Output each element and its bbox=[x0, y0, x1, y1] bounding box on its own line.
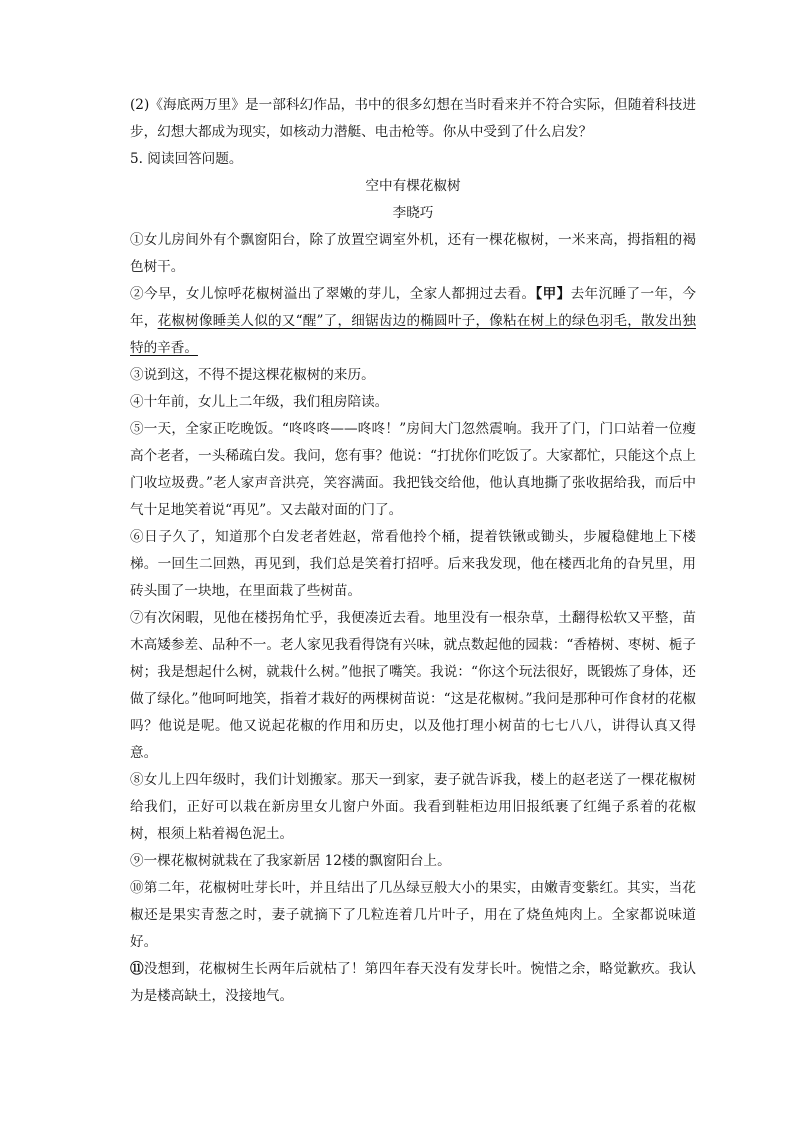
paragraph-8: ⑧女儿上四年级时，我们计划搬家。那天一到家，妻子就告诉我，楼上的赵老送了一棵花椒树给我们，正好可以栽在新房里女儿窗户外面。我看到鞋柜边用旧报纸裹了红绳子系着的花椒树，根须上粘着褐色泥土。 bbox=[130, 772, 696, 842]
paragraph-7: ⑦有次闲暇，见他在楼拐角忙乎，我便凑近去看。地里没有一根杂草，土翻得松软又平整，苗木高矮参差、品种不一。老人家见我看得饶有兴味，就点数起他的园栽：“香椿树、枣树、栀子树；我是想起什么树，就栽什么树。”他抿了嘴笑。我说：“你这个玩法很好，既锻炼了身体，还做了绿化。”他呵呵地笑，指着才栽好的两棵树苗说：“这是花椒树。”我问是那种可作食材的花椒吗？他说是呢。他又说起花椒的作用和历史，以及他打理小树苗的七七八八，讲得认真又得意。 bbox=[130, 610, 696, 761]
article-author: 李晓巧 bbox=[392, 205, 434, 221]
underlined-sentence: 花椒树像睡美人似的又“醒”了，细锯齿边的椭圆叶子，像粘在树上的绿色羽毛，散发出独特的辛香。 bbox=[130, 313, 697, 356]
article-title: 空中有棵花椒树 bbox=[365, 178, 461, 194]
paragraph-11-number: ⑪ bbox=[130, 961, 144, 977]
paragraph-2 bbox=[130, 281, 696, 362]
paragraph-11-text: 没想到，花椒树生长两年后就枯了！第四年春天没有发芽长叶。惋惜之余，略觉歉疚。我认为是楼高缺土，没接地气。 bbox=[130, 961, 696, 1004]
document-page bbox=[130, 92, 696, 1010]
paragraph-11 bbox=[130, 956, 696, 1010]
paragraph-6: ⑥日子久了，知道那个白发老者姓赵，常看他拎个桶，提着铁锹或锄头，步履稳健地上下楼梯。一回生二回熟，再见到，我们总是笑着打招呼。后来我发现，他在楼西北角的旮旯里，用砖头围了一块地，在里面栽了些树苗。 bbox=[130, 529, 696, 599]
paragraph-2-mid: 去年沉睡了一年，今年， bbox=[130, 286, 696, 329]
paragraph-3: ③说到这，不得不提这棵花椒树的来历。 bbox=[130, 367, 375, 383]
paragraph-4: ④十年前，女儿上二年级，我们租房陪读。 bbox=[130, 394, 389, 410]
paragraph-2-lead: ②今早，女儿惊呼花椒树溢出了翠嫩的芽儿，全家人都拥过去看。 bbox=[130, 286, 536, 302]
paragraph-5: ⑤一天，全家正吃晚饭。“咚咚咚——咚咚！”房间大门忽然震响。我开了门，门口站着一位瘦高个老者，一头稀疏白发。我问，您有事？他说：“打扰你们吃饭了。大家都忙，只能这个点上门收垃圾费。”老人家声音洪亮，笑容满面。我把钱交给他，他认真地撕了张收据给我，而后中气十足地笑着说“再见”。又去敲对面的门了。 bbox=[130, 421, 696, 518]
question-2: (2)《海底两万里》是一部科幻作品，书中的很多幻想在当时看来并不符合实际，但随着科技进步，幻想大都成为现实，如核动力潜艇、电击枪等。你从中受到了什么启发？ bbox=[130, 97, 696, 140]
paragraph-9: ⑨一棵花椒树就栽在了我家新居 12楼的飘窗阳台上。 bbox=[130, 853, 451, 869]
paragraph-10: ⑩第二年，花椒树吐芽长叶，并且结出了几丛绿豆般大小的果实，由嫩青变紫红。其实，当花椒还是果实青葱之时，妻子就摘下了几粒连着几片叶子，用在了烧鱼炖肉上。全家都说味道好。 bbox=[130, 880, 696, 950]
question-5: 5. 阅读回答问题。 bbox=[130, 151, 243, 167]
marker-jia: 【甲】 bbox=[535, 286, 571, 302]
paragraph-1: ①女儿房间外有个飘窗阳台，除了放置空调室外机，还有一棵花椒树，一米来高，拇指粗的褐色树干。 bbox=[130, 232, 696, 275]
